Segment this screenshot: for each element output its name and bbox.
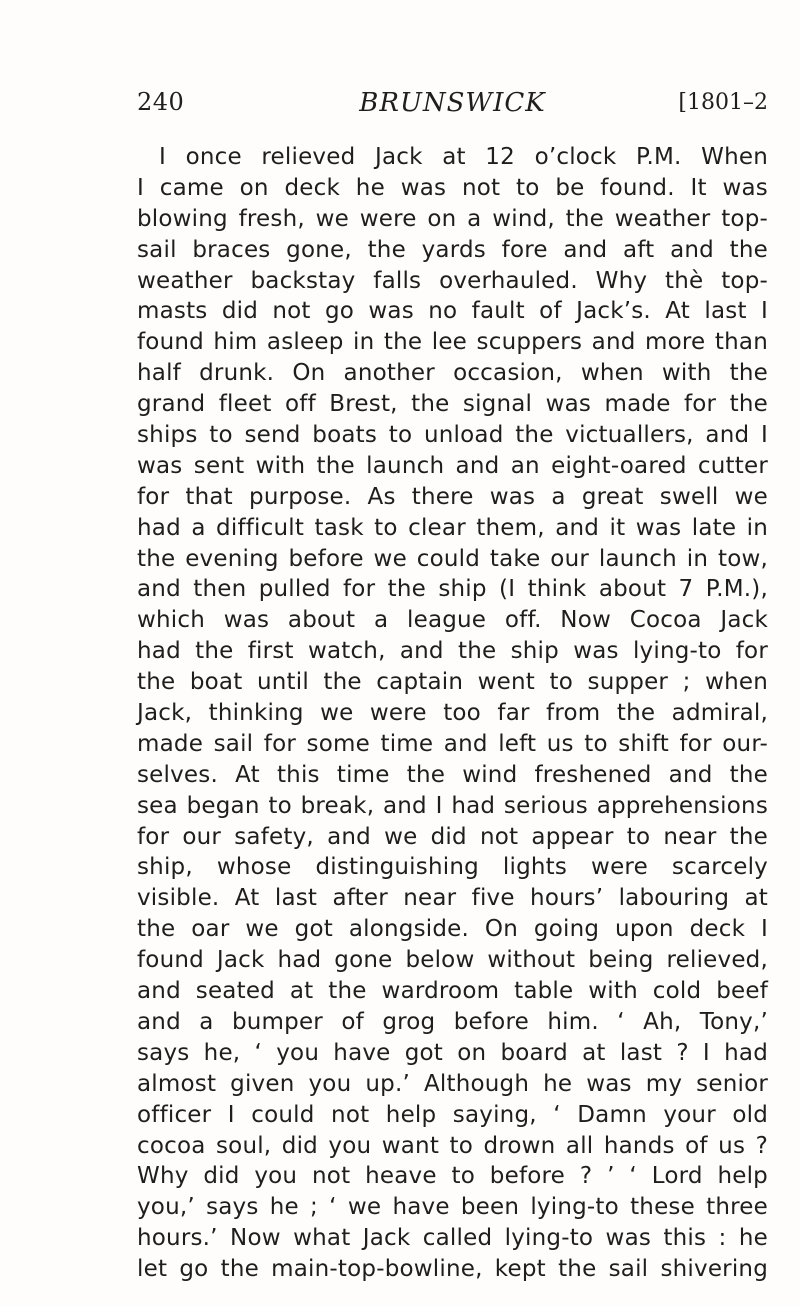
text-line: I once relieved Jack at 12 o’clock P.M. When xyxy=(159,144,768,170)
date-range: [1801–2 xyxy=(678,90,768,115)
text-line: for that purpose. As there was a great swell we xyxy=(137,483,768,510)
text-line: the evening before we could take our launch in tow, xyxy=(137,545,768,572)
text-line: and a bumper of grog before him. ‘ Ah, Tony,’ xyxy=(137,1008,768,1035)
text-line: hours.’ Now what Jack called lying-to was this : he xyxy=(137,1225,768,1252)
text-line: the boat until the captain went to supper ; when xyxy=(137,669,768,696)
text-line: blowing fresh, we were on a wind, the weather top- xyxy=(137,205,768,232)
text-line: Why did you not heave to before ? ’ ‘ Lord help xyxy=(137,1163,768,1190)
text-line: weather backstay falls overhauled. Why thè top- xyxy=(137,267,768,294)
text-line: I came on deck he was not to be found. It was xyxy=(137,174,768,201)
text-line: let go the main-top-bowline, kept the sail shivering xyxy=(137,1256,768,1283)
text-line: says he, ‘ you have got on board at last ? I had xyxy=(137,1039,768,1066)
running-title: BRUNSWICK xyxy=(359,88,546,118)
text-line: almost given you up.’ Although he was my senior xyxy=(137,1070,768,1097)
text-line: half drunk. On another occasion, when with the xyxy=(137,360,768,387)
text-line: masts did not go was no fault of Jack’s. At last I xyxy=(137,298,768,325)
text-line: for our safety, and we did not appear to near the xyxy=(137,823,768,850)
text-line: selves. At this time the wind freshened and the xyxy=(137,761,768,788)
page-number: 240 xyxy=(137,88,185,116)
text-line: you,’ says he ; ‘ we have been lying-to these three xyxy=(137,1194,768,1221)
text-line: found Jack had gone below without being relieved, xyxy=(137,947,768,974)
text-line: Jack, thinking we were too far from the admiral, xyxy=(137,700,768,727)
text-line: had the first watch, and the ship was lying-to for xyxy=(137,638,768,665)
body-paragraph xyxy=(137,142,768,1285)
text-line: visible. At last after near five hours’ labouring at xyxy=(137,885,768,912)
text-line: officer I could not help saying, ‘ Damn your old xyxy=(137,1101,768,1128)
text-line: ships to send boats to unload the victuallers, and I xyxy=(137,422,768,449)
text-line: ship, whose distinguishing lights were scarcely xyxy=(137,854,768,881)
running-head xyxy=(137,88,768,128)
text-line: grand fleet off Brest, the signal was made for the xyxy=(137,391,768,418)
text-line: which was about a league off. Now Cocoa Jack xyxy=(137,607,768,634)
text-line: the oar we got alongside. On going upon deck I xyxy=(137,916,768,943)
text-line: and then pulled for the ship (I think about 7 P.M.), xyxy=(137,576,768,603)
text-line: and seated at the wardroom table with cold beef xyxy=(137,978,768,1005)
text-line: had a difficult task to clear them, and it was late in xyxy=(137,514,768,541)
text-line: sea began to break, and I had serious apprehensions xyxy=(137,792,768,819)
text-line: was sent with the launch and an eight-oared cutter xyxy=(137,452,768,479)
text-line: cocoa soul, did you want to drown all hands of us ? xyxy=(137,1132,768,1159)
text-line: made sail for some time and left us to shift for our- xyxy=(137,730,768,757)
text-line: found him asleep in the lee scuppers and more than xyxy=(137,329,768,356)
text-line: sail braces gone, the yards fore and aft and the xyxy=(137,236,768,263)
